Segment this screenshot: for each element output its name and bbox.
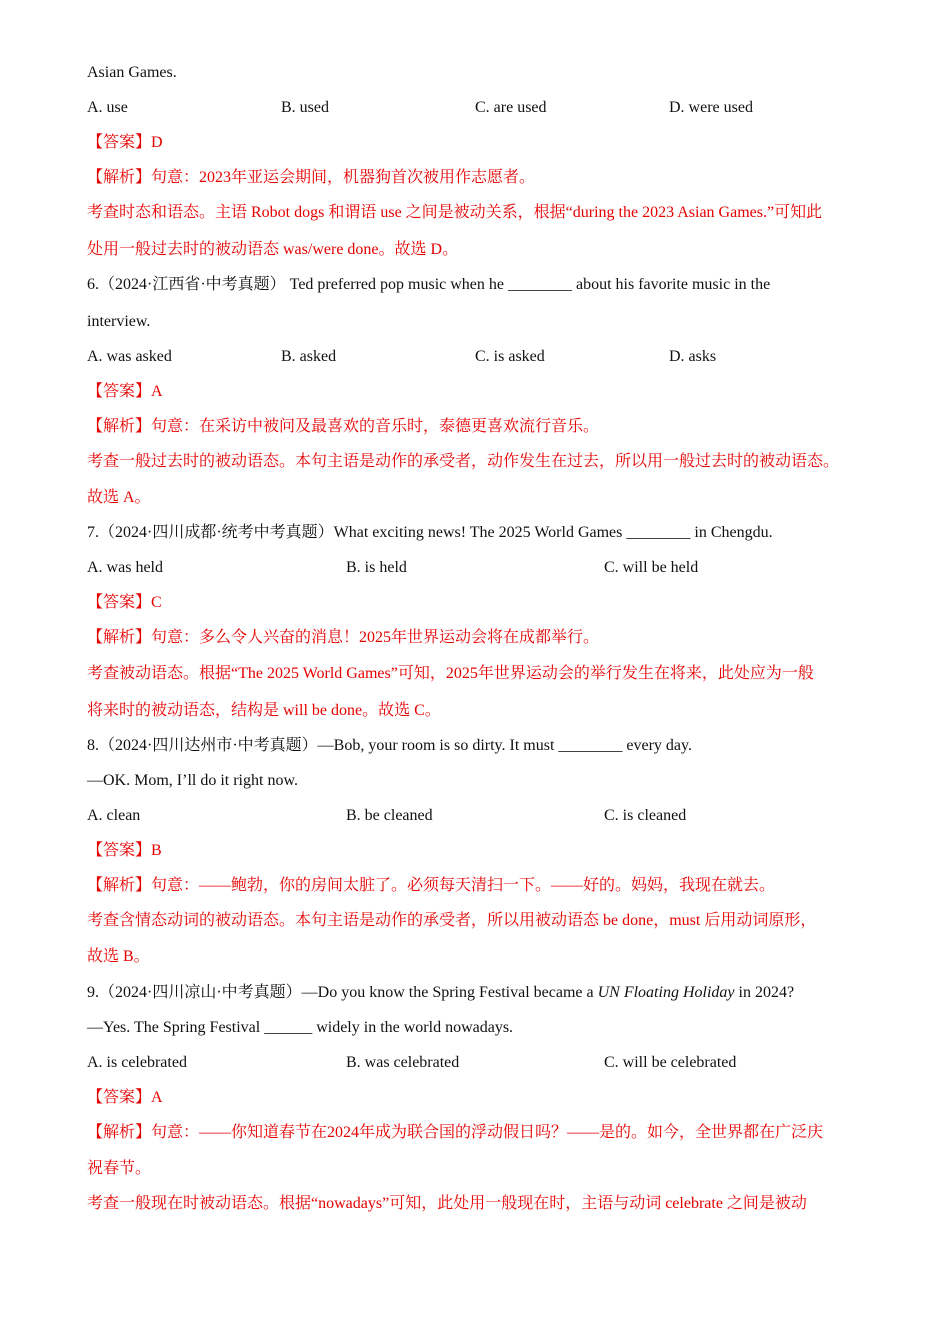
- q9-stem-1a: 9.（2024·四川凉山·中考真题）—Do you know the Spring Festival became a: [87, 984, 598, 1001]
- q9-analysis-1: 【解析】句意：——你知道春节在2024年成为联合国的浮动假日吗？——是的。如今，全世界都在广泛庆: [87, 1124, 824, 1141]
- q9-stem-1c: in 2024?: [734, 984, 795, 1001]
- q9-stem-1b: UN Floating Holiday: [597, 984, 735, 1001]
- q8-stem-1: 8.（2024·四川达州市·中考真题）—Bob, your room is so dirty. It must ________ every day.: [87, 737, 692, 754]
- q7-analysis-1: 【解析】句意：多么令人兴奋的消息！2025年世界运动会将在成都举行。: [87, 629, 600, 646]
- q6-option-b: B. asked: [281, 348, 337, 365]
- q5-option-b: B. used: [281, 99, 329, 116]
- q9-stem-2: —Yes. The Spring Festival ______ widely in the world nowadays.: [87, 1019, 514, 1036]
- q5-option-d: D. were used: [669, 99, 753, 116]
- q7-option-c: C. will be held: [604, 559, 699, 576]
- q6-stem-2: interview.: [87, 313, 151, 330]
- q9-stem-1: [87, 983, 794, 1003]
- q7-option-b: B. is held: [346, 559, 407, 576]
- q5-answer: 【答案】D: [87, 134, 163, 151]
- q5-option-a: A. use: [87, 99, 128, 116]
- q7-answer: 【答案】C: [87, 594, 162, 611]
- q9-analysis-2: 祝春节。: [87, 1160, 152, 1177]
- q7-stem-1: 7.（2024·四川成都·统考中考真题）What exciting news! The 2025 World Games ________ in Chengdu.: [87, 524, 773, 541]
- q8-option-b: B. be cleaned: [346, 807, 433, 824]
- q8-answer: 【答案】B: [87, 842, 162, 859]
- q7-analysis-3: 将来时的被动语态，结构是 will be done。故选 C。: [87, 702, 441, 719]
- q6-stem-1: 6.（2024·江西省·中考真题） Ted preferred pop music when he ________ about his favorite music in the: [87, 276, 771, 293]
- q6-option-d: D. asks: [669, 348, 717, 365]
- q5-analysis-2: 考查时态和语态。主语 Robot dogs 和谓语 use 之间是被动关系，根据“during the 2023 Asian Games.”可知此: [87, 204, 823, 221]
- q6-analysis-1: 【解析】句意：在采访中被问及最喜欢的音乐时，泰德更喜欢流行音乐。: [87, 418, 600, 435]
- q8-analysis-1: 【解析】句意：——鲍勃，你的房间太脏了。必须每天清扫一下。——好的。妈妈，我现在就去。: [87, 877, 776, 894]
- q6-option-a: A. was asked: [87, 348, 172, 365]
- q5-option-c: C. are used: [475, 99, 547, 116]
- q7-option-a: A. was held: [87, 559, 163, 576]
- q5-analysis-3: 处用一般过去时的被动语态 was/were done。故选 D。: [87, 241, 459, 258]
- q6-analysis-2: 考查一般过去时的被动语态。本句主语是动作的承受者，动作发生在过去，所以用一般过去时的被动语态。: [87, 453, 840, 470]
- q8-option-c: C. is cleaned: [604, 807, 687, 824]
- q8-stem-2: —OK. Mom, I’ll do it right now.: [87, 772, 298, 789]
- q9-answer: 【答案】A: [87, 1089, 163, 1106]
- q9-option-b: B. was celebrated: [346, 1054, 460, 1071]
- q7-analysis-2: 考查被动语态。根据“The 2025 World Games”可知，2025年世界运动会的举行发生在将来，此处应为一般: [87, 665, 814, 682]
- q5-stem-end: Asian Games.: [87, 64, 177, 81]
- q6-analysis-3: 故选 A。: [87, 489, 151, 506]
- q6-answer: 【答案】A: [87, 383, 163, 400]
- q8-option-a: A. clean: [87, 807, 141, 824]
- q5-analysis-1: 【解析】句意：2023年亚运会期间，机器狗首次被用作志愿者。: [87, 169, 536, 186]
- q9-option-c: C. will be celebrated: [604, 1054, 737, 1071]
- q8-analysis-3: 故选 B。: [87, 948, 150, 965]
- q9-option-a: A. is celebrated: [87, 1054, 187, 1071]
- q8-analysis-2: 考查含情态动词的被动语态。本句主语是动作的承受者，所以用被动语态 be done，must 后用动词原形，: [87, 912, 817, 929]
- q9-analysis-3: 考查一般现在时被动语态。根据“nowadays”可知，此处用一般现在时，主语与动词 celebrate 之间是被动: [87, 1195, 807, 1212]
- q6-option-c: C. is asked: [475, 348, 545, 365]
